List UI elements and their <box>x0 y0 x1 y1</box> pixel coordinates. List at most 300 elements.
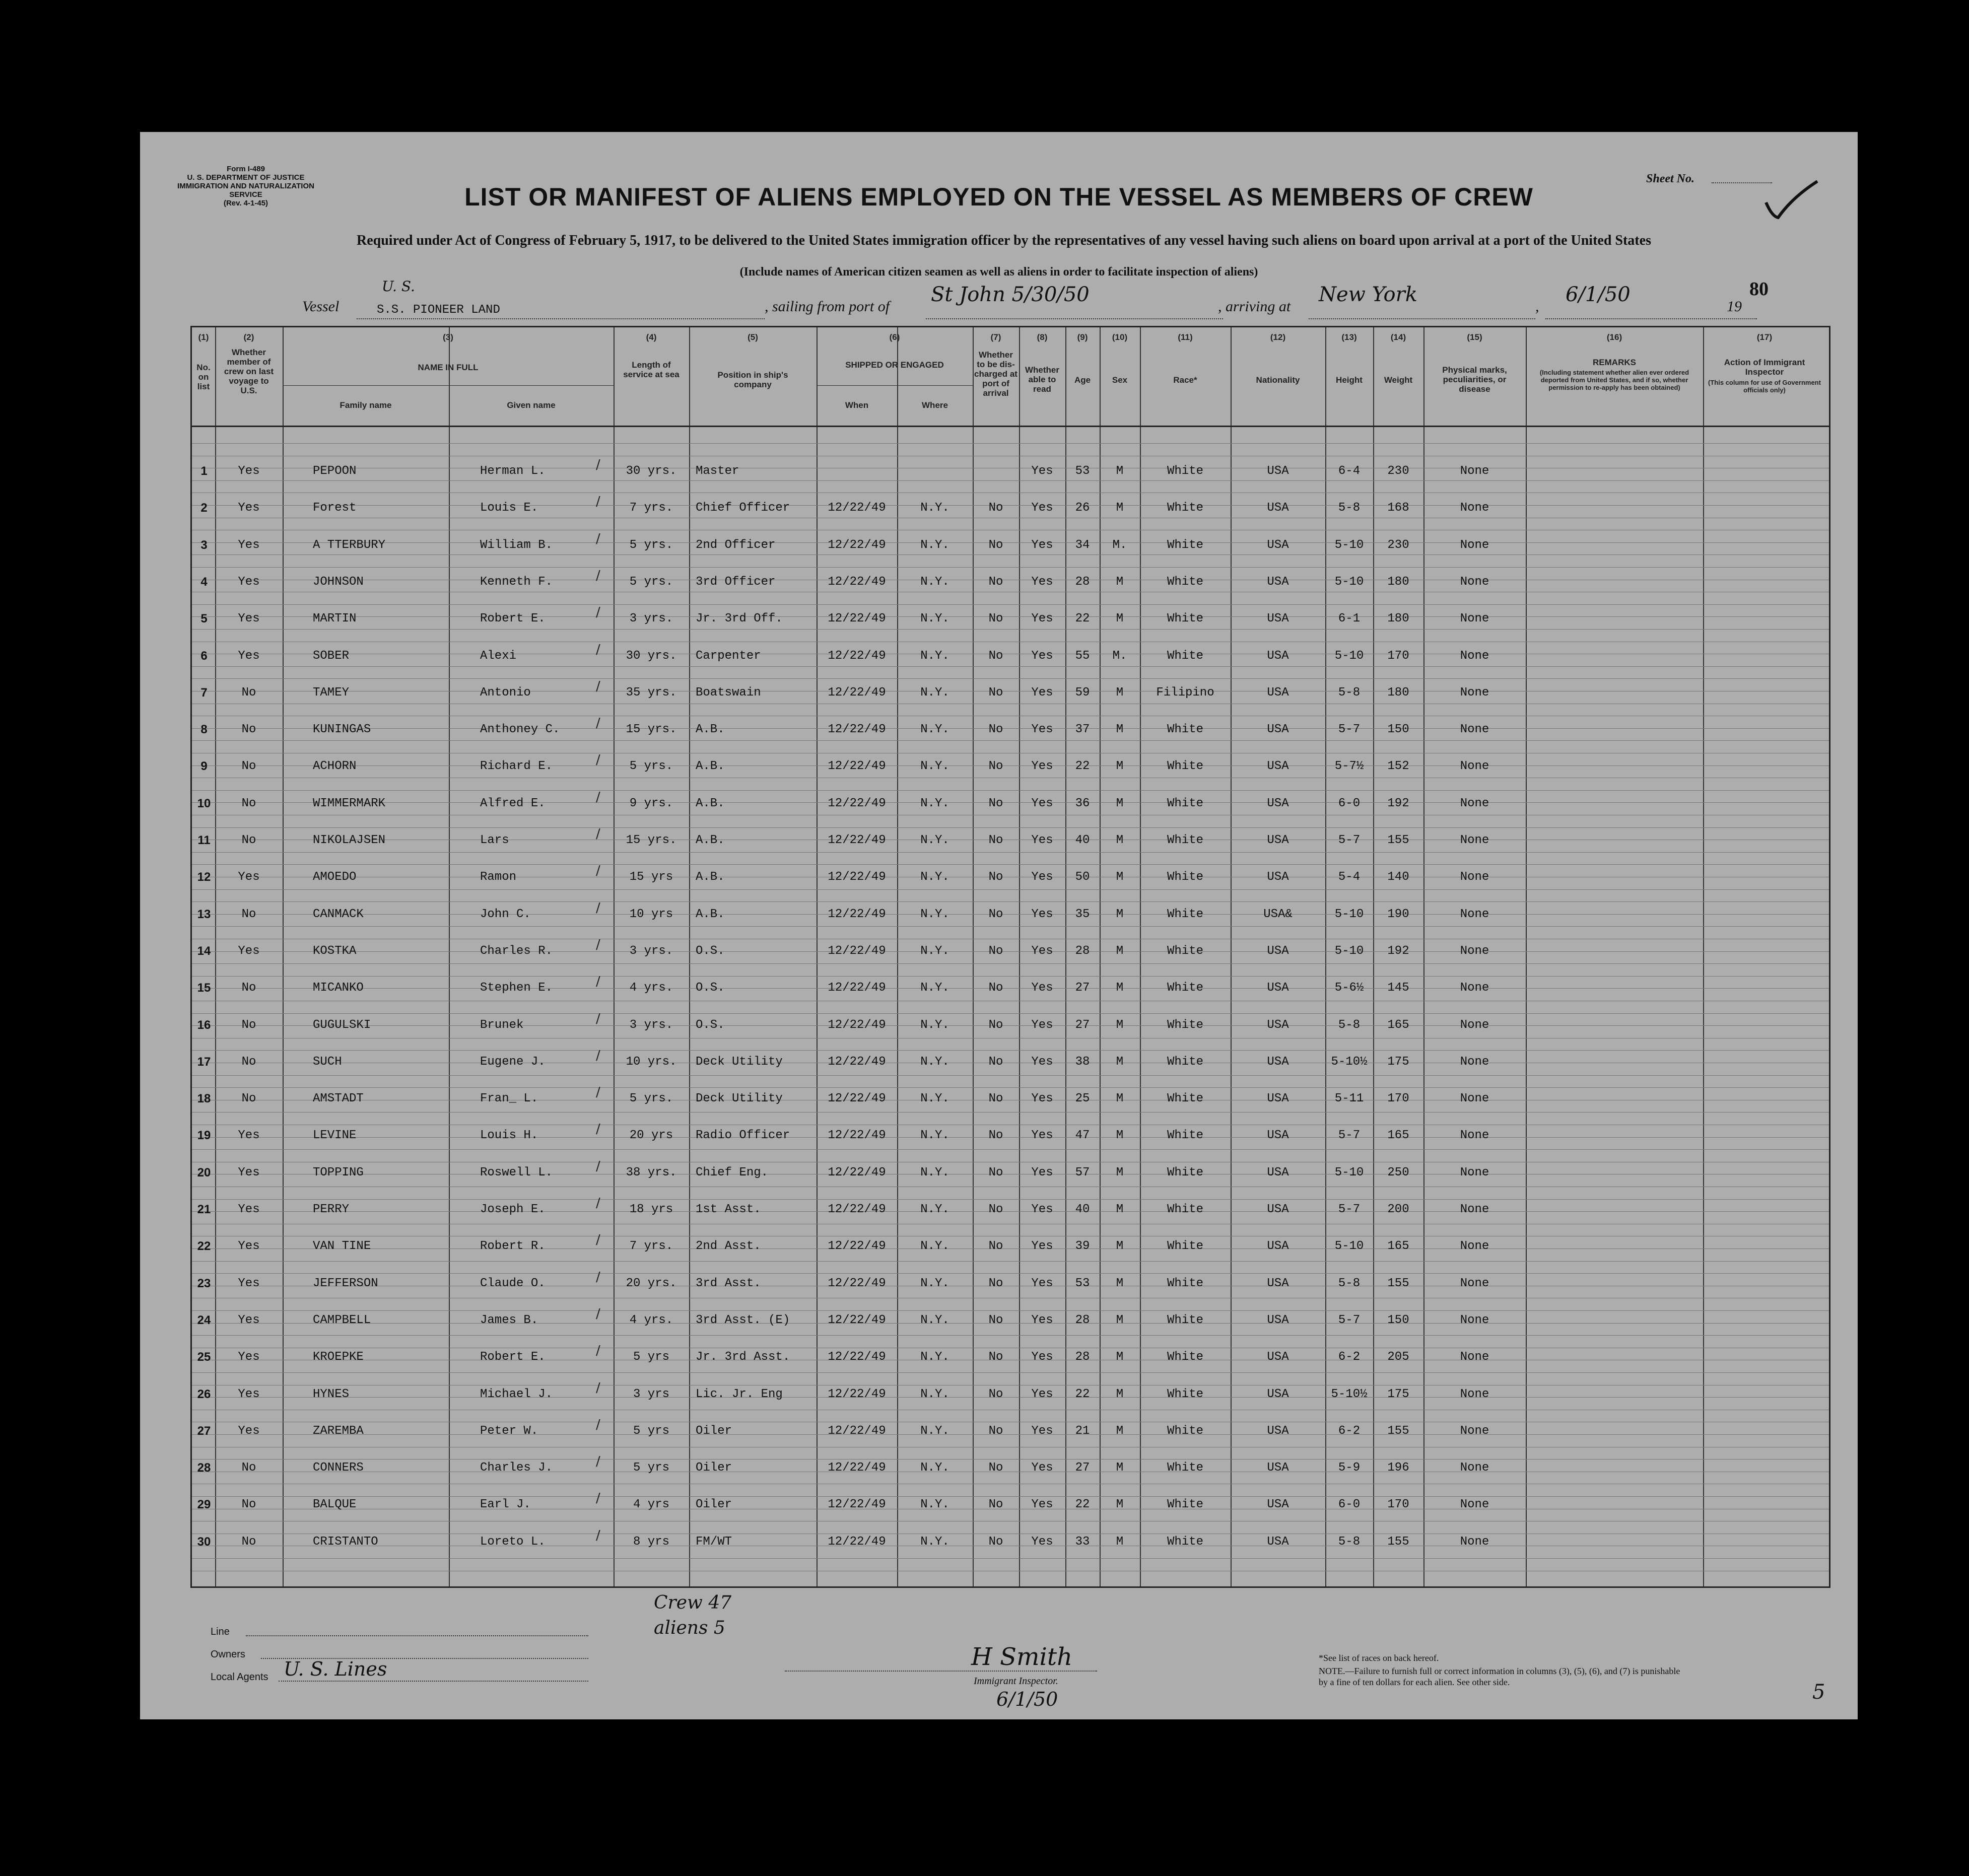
sheet-number-label: Sheet No. <box>1646 172 1694 185</box>
cell-service: 4 yrs. <box>629 1313 673 1327</box>
cell-sex: M <box>1116 759 1124 773</box>
cell-read: Yes <box>1031 833 1053 847</box>
cell-family: MARTIN <box>313 612 357 626</box>
col10-label: Sex <box>1112 375 1128 385</box>
cell-marks: None <box>1460 1535 1489 1549</box>
ruled-line <box>192 976 1829 977</box>
cell-service: 5 yrs. <box>629 575 673 589</box>
cell-read: Yes <box>1031 1018 1053 1032</box>
cell-weight: 192 <box>1387 944 1409 958</box>
cell-height: 5-11 <box>1334 1092 1364 1105</box>
cell-no: 16 <box>197 1018 211 1032</box>
cell-read: Yes <box>1031 686 1053 700</box>
cell-last: Yes <box>238 944 260 958</box>
shipped-subheader-rule <box>817 385 973 386</box>
cell-last: No <box>241 759 256 773</box>
page-mark: 5 <box>1812 1681 1825 1704</box>
cell-sex: M <box>1116 1055 1124 1069</box>
cell-position: 3rd Asst. <box>696 1277 761 1290</box>
cell-no: 14 <box>197 944 211 958</box>
cell-given: Alexi <box>480 649 517 663</box>
cell-height: 5-7 <box>1338 1203 1361 1216</box>
department: U. S. DEPARTMENT OF JUSTICE <box>187 173 305 182</box>
cell-disch: No <box>988 649 1003 663</box>
cell-where: N.Y. <box>920 612 949 626</box>
col6-num: (6) <box>889 332 900 342</box>
cell-no: 4 <box>200 575 208 589</box>
tick-mark-icon: / <box>596 1454 600 1469</box>
ruled-line <box>192 443 1829 444</box>
ruled-line <box>192 1335 1829 1336</box>
cell-given: Robert E. <box>480 612 546 626</box>
cell-marks: None <box>1460 1424 1489 1438</box>
cell-race: White <box>1167 612 1203 626</box>
cell-height: 5-8 <box>1338 501 1361 515</box>
cell-sex: M <box>1116 1535 1124 1549</box>
cell-disch: No <box>988 833 1003 847</box>
cell-given: Louis H. <box>480 1129 538 1142</box>
cell-height: 5-8 <box>1338 686 1361 700</box>
revision: (Rev. 4-1-45) <box>223 199 268 207</box>
cell-sex: M <box>1116 981 1124 995</box>
cell-age: 28 <box>1075 1313 1090 1327</box>
tick-mark-icon: / <box>596 863 600 878</box>
tick-mark-icon: / <box>596 1491 600 1506</box>
cell-read: Yes <box>1031 1203 1053 1216</box>
cell-where: N.Y. <box>920 1313 949 1327</box>
cell-read: Yes <box>1031 1535 1053 1549</box>
cell-weight: 155 <box>1387 1424 1409 1438</box>
ruled-line <box>192 1273 1829 1274</box>
col2-num: (2) <box>243 332 254 342</box>
tick-mark-icon: / <box>596 1085 600 1100</box>
col15-num: (15) <box>1467 332 1482 342</box>
col12-label: Nationality <box>1256 375 1300 385</box>
cell-sex: M <box>1116 1313 1124 1327</box>
cell-race: White <box>1167 1535 1203 1549</box>
cell-sex: M <box>1116 686 1124 700</box>
cell-given: Michael J. <box>480 1387 553 1401</box>
cell-service: 5 yrs <box>633 1350 669 1364</box>
col1-label: No. on list <box>196 363 211 391</box>
cell-where: N.Y. <box>920 1277 949 1290</box>
cell-position: A.B. <box>696 797 725 810</box>
cell-when: 12/22/49 <box>828 1239 886 1253</box>
cell-age: 27 <box>1075 1018 1090 1032</box>
cell-nat: USA <box>1267 1313 1289 1327</box>
ruled-line <box>192 604 1829 605</box>
cell-no: 15 <box>197 981 211 995</box>
cell-position: Radio Officer <box>696 1129 790 1142</box>
cell-marks: None <box>1460 759 1489 773</box>
cell-nat: USA <box>1267 538 1289 552</box>
cell-service: 35 yrs. <box>626 686 677 700</box>
col5-label: Position in ship's company <box>717 370 788 389</box>
signature-date: 6/1/50 <box>996 1688 1058 1710</box>
cell-race: White <box>1167 833 1203 847</box>
line-field <box>246 1635 588 1636</box>
cell-when: 12/22/49 <box>828 797 886 810</box>
col3-num: (3) <box>443 332 453 342</box>
cell-position: FM/WT <box>696 1535 732 1549</box>
table-row <box>192 457 1826 484</box>
cell-when: 12/22/49 <box>828 649 886 663</box>
cell-height: 5-8 <box>1338 1277 1361 1290</box>
cell-marks: None <box>1460 944 1489 958</box>
cell-sex: M <box>1116 1092 1124 1105</box>
tick-mark-icon: / <box>596 679 600 694</box>
agents-field <box>279 1681 588 1682</box>
cell-where: N.Y. <box>920 1498 949 1511</box>
cell-service: 5 yrs. <box>629 538 673 552</box>
cell-given: Robert R. <box>480 1239 546 1253</box>
cell-position: Master <box>696 464 739 478</box>
cell-height: 5-10 <box>1334 944 1364 958</box>
col4-num: (4) <box>646 332 657 342</box>
table-row <box>192 1454 1826 1481</box>
cell-family: CONNERS <box>313 1461 364 1475</box>
cell-no: 22 <box>197 1239 211 1253</box>
cell-when: 12/22/49 <box>828 1387 886 1401</box>
cell-nat: USA <box>1267 723 1289 736</box>
cell-family: TOPPING <box>313 1166 364 1179</box>
cell-sex: M. <box>1112 649 1127 663</box>
cell-when: 12/22/49 <box>828 1498 886 1511</box>
cell-sex: M. <box>1112 538 1127 552</box>
cell-last: No <box>241 908 256 921</box>
cell-race: White <box>1167 870 1203 884</box>
cell-race: White <box>1167 538 1203 552</box>
col7-num: (7) <box>990 332 1001 342</box>
cell-sex: M <box>1116 1424 1124 1438</box>
cell-family: KROEPKE <box>313 1350 364 1364</box>
cell-race: White <box>1167 1018 1203 1032</box>
cell-marks: None <box>1460 797 1489 810</box>
cell-last: Yes <box>238 1239 260 1253</box>
table-row <box>192 1159 1826 1186</box>
cell-family: SOBER <box>313 649 350 663</box>
cell-family: VAN TINE <box>313 1239 371 1253</box>
cell-position: O.S. <box>696 1018 725 1032</box>
ruled-line <box>192 1149 1829 1150</box>
col14-num: (14) <box>1390 332 1406 342</box>
cell-read: Yes <box>1031 1498 1053 1511</box>
cell-last: No <box>241 723 256 736</box>
cell-weight: 230 <box>1387 464 1409 478</box>
cell-last: No <box>241 797 256 810</box>
cell-sex: M <box>1116 1498 1124 1511</box>
cell-where: N.Y. <box>920 759 949 773</box>
cell-read: Yes <box>1031 723 1053 736</box>
cell-age: 38 <box>1075 1055 1090 1069</box>
col16-sub: (Including statement whether alien ever ordered deported from United States, and if so, whether permission to re-apply has been obtained) <box>1539 369 1689 391</box>
col6-when: When <box>845 400 869 410</box>
cell-read: Yes <box>1031 1129 1053 1142</box>
col3-family: Family name <box>340 400 392 410</box>
cell-where: N.Y. <box>920 981 949 995</box>
cell-nat: USA <box>1267 870 1289 884</box>
cell-race: White <box>1167 501 1203 515</box>
cell-disch: No <box>988 612 1003 626</box>
cell-last: No <box>241 686 256 700</box>
table-row <box>192 1343 1826 1370</box>
cell-age: 53 <box>1075 1277 1090 1290</box>
cell-service: 5 yrs <box>633 1424 669 1438</box>
cell-family: KUNINGAS <box>313 723 371 736</box>
cell-age: 33 <box>1075 1535 1090 1549</box>
cell-when: 12/22/49 <box>828 1424 886 1438</box>
cell-last: Yes <box>238 1129 260 1142</box>
subnote: (Include names of American citizen seamen as well as aliens in order to facilitate inspection of aliens) <box>739 265 1258 279</box>
owners-label: Owners <box>211 1649 245 1660</box>
tick-mark-icon: / <box>596 1306 600 1322</box>
ruled-line <box>192 1199 1829 1200</box>
cell-age: 26 <box>1075 501 1090 515</box>
cell-race: White <box>1167 1239 1203 1253</box>
cell-family: SUCH <box>313 1055 342 1069</box>
cell-sex: M <box>1116 501 1124 515</box>
cell-weight: 175 <box>1387 1055 1409 1069</box>
cell-no: 18 <box>197 1092 211 1105</box>
table-row <box>192 937 1826 964</box>
cell-height: 5-10 <box>1334 908 1364 921</box>
cell-given: Kenneth F. <box>480 575 553 589</box>
inspector-label: Immigrant Inspector. <box>974 1676 1058 1687</box>
aliens-count-note: aliens 5 <box>654 1618 725 1638</box>
cell-where: N.Y. <box>920 944 949 958</box>
cell-marks: None <box>1460 1277 1489 1290</box>
cell-no: 9 <box>200 759 208 773</box>
cell-last: Yes <box>238 1313 260 1327</box>
cell-where: N.Y. <box>920 1055 949 1069</box>
cell-weight: 150 <box>1387 723 1409 736</box>
cell-family: JOHNSON <box>313 575 364 589</box>
cell-when: 12/22/49 <box>828 908 886 921</box>
vessel-name: S.S. PIONEER LAND <box>377 303 500 317</box>
cell-race: White <box>1167 1387 1203 1401</box>
cell-marks: None <box>1460 908 1489 921</box>
cell-age: 27 <box>1075 981 1090 995</box>
ruled-line <box>192 901 1829 902</box>
cell-service: 3 yrs. <box>629 1018 673 1032</box>
cell-age: 28 <box>1075 944 1090 958</box>
cell-weight: 175 <box>1387 1387 1409 1401</box>
cell-when: 12/22/49 <box>828 1092 886 1105</box>
cell-position: A.B. <box>696 723 725 736</box>
table-row <box>192 1122 1826 1149</box>
cell-position: Oiler <box>696 1424 732 1438</box>
cell-disch: No <box>988 1092 1003 1105</box>
col11-num: (11) <box>1178 332 1193 342</box>
table-row <box>192 1270 1826 1297</box>
col5-num: (5) <box>748 332 758 342</box>
cell-position: 2nd Officer <box>696 538 776 552</box>
cell-last: Yes <box>238 1166 260 1179</box>
cell-disch: No <box>988 1387 1003 1401</box>
col13-num: (13) <box>1341 332 1357 342</box>
tick-mark-icon: / <box>596 1048 600 1063</box>
cell-position: Oiler <box>696 1498 732 1511</box>
tick-mark-icon: / <box>596 457 600 472</box>
cell-sex: M <box>1116 1166 1124 1179</box>
cell-age: 50 <box>1075 870 1090 884</box>
year-label: 19 <box>1727 298 1742 315</box>
cell-service: 3 yrs. <box>629 944 673 958</box>
cell-nat: USA <box>1267 1018 1289 1032</box>
cell-marks: None <box>1460 464 1489 478</box>
cell-disch: No <box>988 981 1003 995</box>
cell-nat: USA <box>1267 944 1289 958</box>
cell-last: Yes <box>238 1203 260 1216</box>
cell-height: 5-7 <box>1338 1129 1361 1142</box>
cell-marks: None <box>1460 686 1489 700</box>
cell-last: Yes <box>238 464 260 478</box>
cell-read: Yes <box>1031 612 1053 626</box>
cell-height: 5-4 <box>1338 870 1361 884</box>
cell-position: Deck Utility <box>696 1055 783 1069</box>
cell-race: White <box>1167 464 1203 478</box>
cell-marks: None <box>1460 1498 1489 1511</box>
cell-given: Charles R. <box>480 944 553 958</box>
cell-given: Claude O. <box>480 1277 546 1290</box>
name-subheader-rule <box>283 385 614 386</box>
cell-when: 12/22/49 <box>828 1535 886 1549</box>
cell-disch: No <box>988 1239 1003 1253</box>
cell-age: 47 <box>1075 1129 1090 1142</box>
cell-service: 4 yrs <box>633 1498 669 1511</box>
cell-race: White <box>1167 1313 1203 1327</box>
cell-marks: None <box>1460 981 1489 995</box>
cell-height: 5-6½ <box>1334 981 1364 995</box>
cell-height: 5-7 <box>1338 723 1361 736</box>
cell-where: N.Y. <box>920 908 949 921</box>
cell-marks: None <box>1460 1055 1489 1069</box>
cell-last: Yes <box>238 612 260 626</box>
cell-last: No <box>241 1092 256 1105</box>
ruled-line <box>192 1310 1829 1311</box>
cell-marks: None <box>1460 1387 1489 1401</box>
cell-height: 5-8 <box>1338 1018 1361 1032</box>
cell-given: Richard E. <box>480 759 553 773</box>
cell-position: Boatswain <box>696 686 761 700</box>
ruled-line <box>192 567 1829 568</box>
sailing-label: , sailing from port of <box>765 298 890 315</box>
cell-height: 6-2 <box>1338 1424 1361 1438</box>
col7-label: Whether to be dis-charged at port of arrival <box>974 350 1017 398</box>
col15-label: Physical marks, peculiarities, or disease <box>1442 365 1507 394</box>
cell-age: 40 <box>1075 1203 1090 1216</box>
cell-where: N.Y. <box>920 575 949 589</box>
cell-height: 6-0 <box>1338 797 1361 810</box>
cell-service: 30 yrs. <box>626 649 677 663</box>
cell-service: 7 yrs. <box>629 501 673 515</box>
cell-nat: USA <box>1267 1424 1289 1438</box>
cell-age: 35 <box>1075 908 1090 921</box>
cell-race: White <box>1167 1498 1203 1511</box>
cell-given: Herman L. <box>480 464 546 478</box>
col16-num: (16) <box>1606 332 1622 342</box>
tick-mark-icon: / <box>596 974 600 989</box>
cell-sex: M <box>1116 797 1124 810</box>
cell-marks: None <box>1460 1018 1489 1032</box>
cell-nat: USA <box>1267 1092 1289 1105</box>
cell-height: 6-4 <box>1338 464 1361 478</box>
cell-age: 37 <box>1075 723 1090 736</box>
cell-disch: No <box>988 1461 1003 1475</box>
table-row <box>192 1085 1826 1112</box>
ruled-line <box>192 1459 1829 1460</box>
cell-sex: M <box>1116 833 1124 847</box>
cell-age: 36 <box>1075 797 1090 810</box>
agents-value: U. S. Lines <box>284 1658 387 1680</box>
cell-age: 55 <box>1075 649 1090 663</box>
ruled-line <box>192 827 1829 828</box>
cell-when: 12/22/49 <box>828 944 886 958</box>
table-row <box>192 568 1826 595</box>
cell-disch: No <box>988 1277 1003 1290</box>
arriving-label: , arriving at <box>1218 298 1291 315</box>
cell-no: 7 <box>200 686 208 700</box>
cell-nat: USA <box>1267 501 1289 515</box>
cell-when: 12/22/49 <box>828 723 886 736</box>
cell-position: A.B. <box>696 833 725 847</box>
tick-mark-icon: / <box>596 900 600 916</box>
tick-mark-icon: / <box>596 1417 600 1432</box>
cell-last: Yes <box>238 538 260 552</box>
cell-where: N.Y. <box>920 501 949 515</box>
col17-sub: (This column for use of Government officials only) <box>1708 379 1821 394</box>
cell-race: White <box>1167 723 1203 736</box>
tick-mark-icon: / <box>596 605 600 620</box>
tick-mark-icon: / <box>596 790 600 805</box>
cell-nat: USA <box>1267 797 1289 810</box>
cell-race: White <box>1167 759 1203 773</box>
cell-age: 57 <box>1075 1166 1090 1179</box>
crew-table <box>190 326 1830 1588</box>
cell-marks: None <box>1460 501 1489 515</box>
cell-family: AMSTADT <box>313 1092 364 1105</box>
cell-given: Loreto L. <box>480 1535 546 1549</box>
cell-given: Louis E. <box>480 501 538 515</box>
cell-when: 12/22/49 <box>828 833 886 847</box>
cell-when: 12/22/49 <box>828 501 886 515</box>
cell-no: 12 <box>197 870 211 884</box>
cell-last: Yes <box>238 649 260 663</box>
cell-read: Yes <box>1031 1166 1053 1179</box>
cell-read: Yes <box>1031 1387 1053 1401</box>
cell-no: 11 <box>197 833 211 847</box>
cell-read: Yes <box>1031 1277 1053 1290</box>
cell-age: 22 <box>1075 759 1090 773</box>
cell-weight: 165 <box>1387 1239 1409 1253</box>
cell-where: N.Y. <box>920 1461 949 1475</box>
cell-where: N.Y. <box>920 797 949 810</box>
cell-height: 5-10 <box>1334 1239 1364 1253</box>
cell-when: 12/22/49 <box>828 1166 886 1179</box>
cell-position: Deck Utility <box>696 1092 783 1105</box>
cell-age: 39 <box>1075 1239 1090 1253</box>
cell-where: N.Y. <box>920 649 949 663</box>
cell-service: 10 yrs <box>629 908 673 921</box>
cell-where: N.Y. <box>920 870 949 884</box>
cell-when: 12/22/49 <box>828 1129 886 1142</box>
cell-race: White <box>1167 1092 1203 1105</box>
cell-position: 3rd Officer <box>696 575 776 589</box>
col11-label: Race* <box>1173 375 1197 385</box>
cell-sex: M <box>1116 575 1124 589</box>
cell-weight: 155 <box>1387 1535 1409 1549</box>
cell-position: A.B. <box>696 759 725 773</box>
